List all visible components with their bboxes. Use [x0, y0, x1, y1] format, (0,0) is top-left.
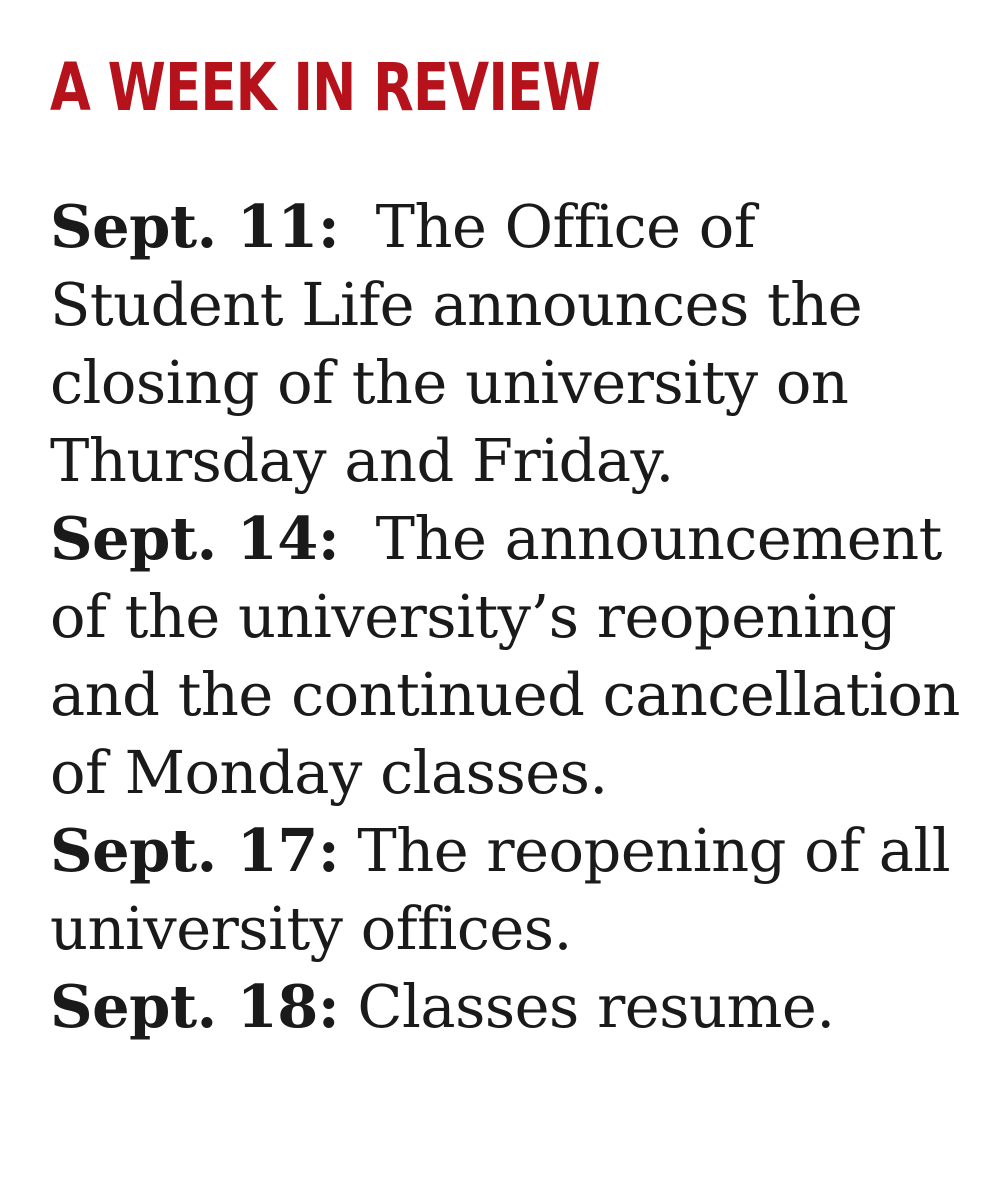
entry-date: Sept. 18: [50, 972, 340, 1041]
entry-text: The reopening of all university offices. [50, 816, 951, 963]
timeline-list [50, 188, 970, 1046]
timeline-entry [50, 968, 970, 1046]
entry-text: The Office of Student Life announces the closing of the university on Thursday and Friday. [50, 192, 863, 495]
entry-date: Sept. 17: [50, 816, 340, 885]
timeline-entry [50, 188, 970, 500]
entry-date: Sept. 11: [50, 192, 340, 261]
timeline-entry [50, 812, 970, 968]
week-in-review-panel [50, 40, 970, 1046]
headline: A WEEK IN REVIEW [50, 49, 600, 126]
entry-text: Classes resume. [357, 972, 835, 1041]
entry-text: The announcement of the university’s reopening and the continued cancellation of Monday classes. [50, 504, 960, 807]
entry-date: Sept. 14: [50, 504, 340, 573]
timeline-entry [50, 500, 970, 812]
